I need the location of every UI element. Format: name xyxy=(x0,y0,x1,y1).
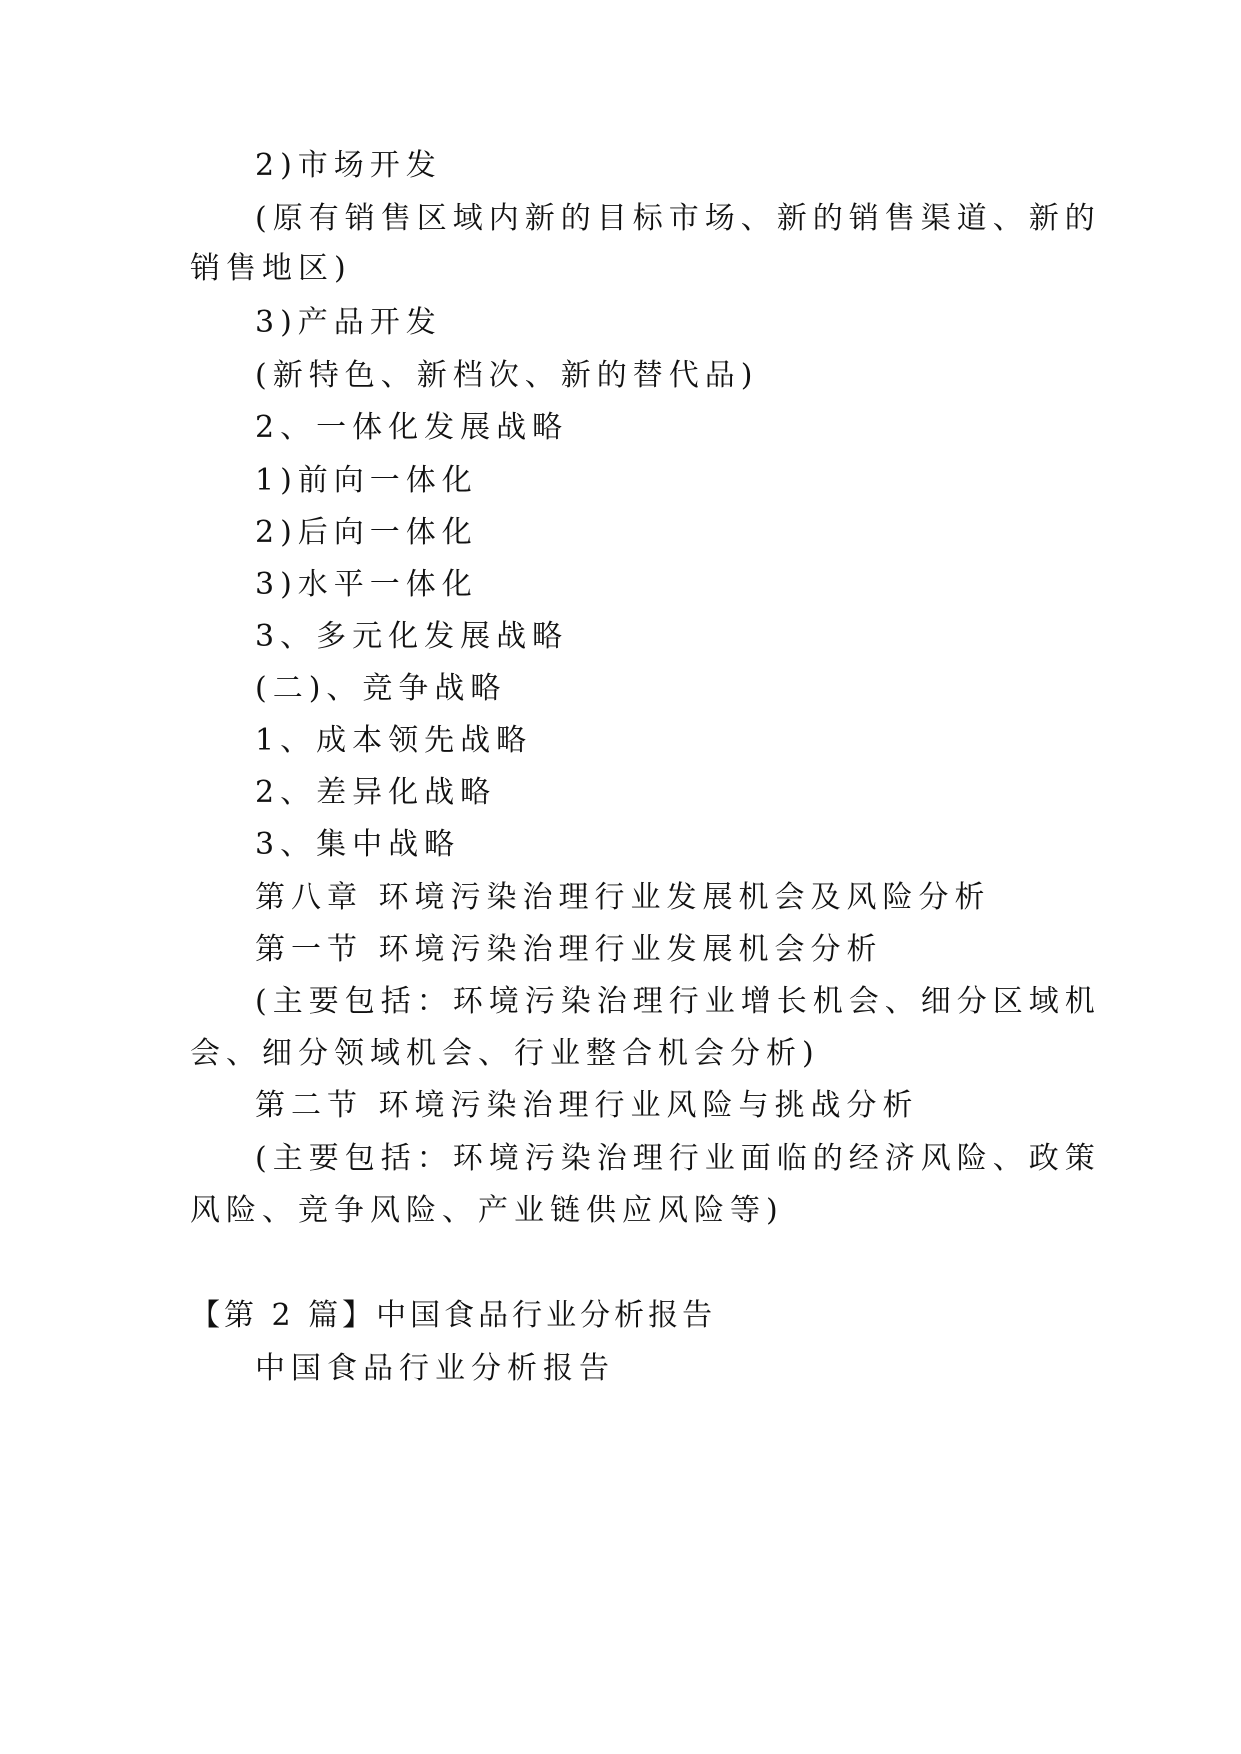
text-line: 销售地区) xyxy=(190,251,352,286)
section-heading: 第一节 环境污染治理行业发展机会分析 xyxy=(255,932,883,967)
section-heading: 第二节 环境污染治理行业风险与挑战分析 xyxy=(255,1088,919,1123)
text-line: 2、一体化发展战略 xyxy=(255,410,569,445)
text-line: 3)产品开发 xyxy=(255,305,442,340)
text-line: 3、多元化发展战略 xyxy=(255,619,569,654)
text-line: 3、集中战略 xyxy=(255,827,461,862)
article-title: 中国食品行业分析报告 xyxy=(255,1351,615,1386)
text-line: (主要包括：环境污染治理行业增长机会、细分区域机 xyxy=(255,984,1101,1019)
text-line: (原有销售区域内新的目标市场、新的销售渠道、新的 xyxy=(255,201,1101,236)
text-line: 1、成本领先战略 xyxy=(255,723,533,758)
article-header: 【第 2 篇】中国食品行业分析报告 xyxy=(190,1298,717,1333)
chapter-heading: 第八章 环境污染治理行业发展机会及风险分析 xyxy=(255,880,991,915)
text-line: 2)后向一体化 xyxy=(255,515,478,550)
text-line: (新特色、新档次、新的替代品) xyxy=(255,358,759,393)
text-line: (主要包括：环境污染治理行业面临的经济风险、政策 xyxy=(255,1141,1101,1176)
text-line: 1)前向一体化 xyxy=(255,463,478,498)
text-line: 2、差异化战略 xyxy=(255,775,497,810)
text-line: 2)市场开发 xyxy=(255,148,442,183)
text-line: 会、细分领域机会、行业整合机会分析) xyxy=(190,1036,820,1071)
text-line: 3)水平一体化 xyxy=(255,567,478,602)
text-line: (二)、竞争战略 xyxy=(255,671,507,706)
text-line: 风险、竞争风险、产业链供应风险等) xyxy=(190,1193,784,1228)
